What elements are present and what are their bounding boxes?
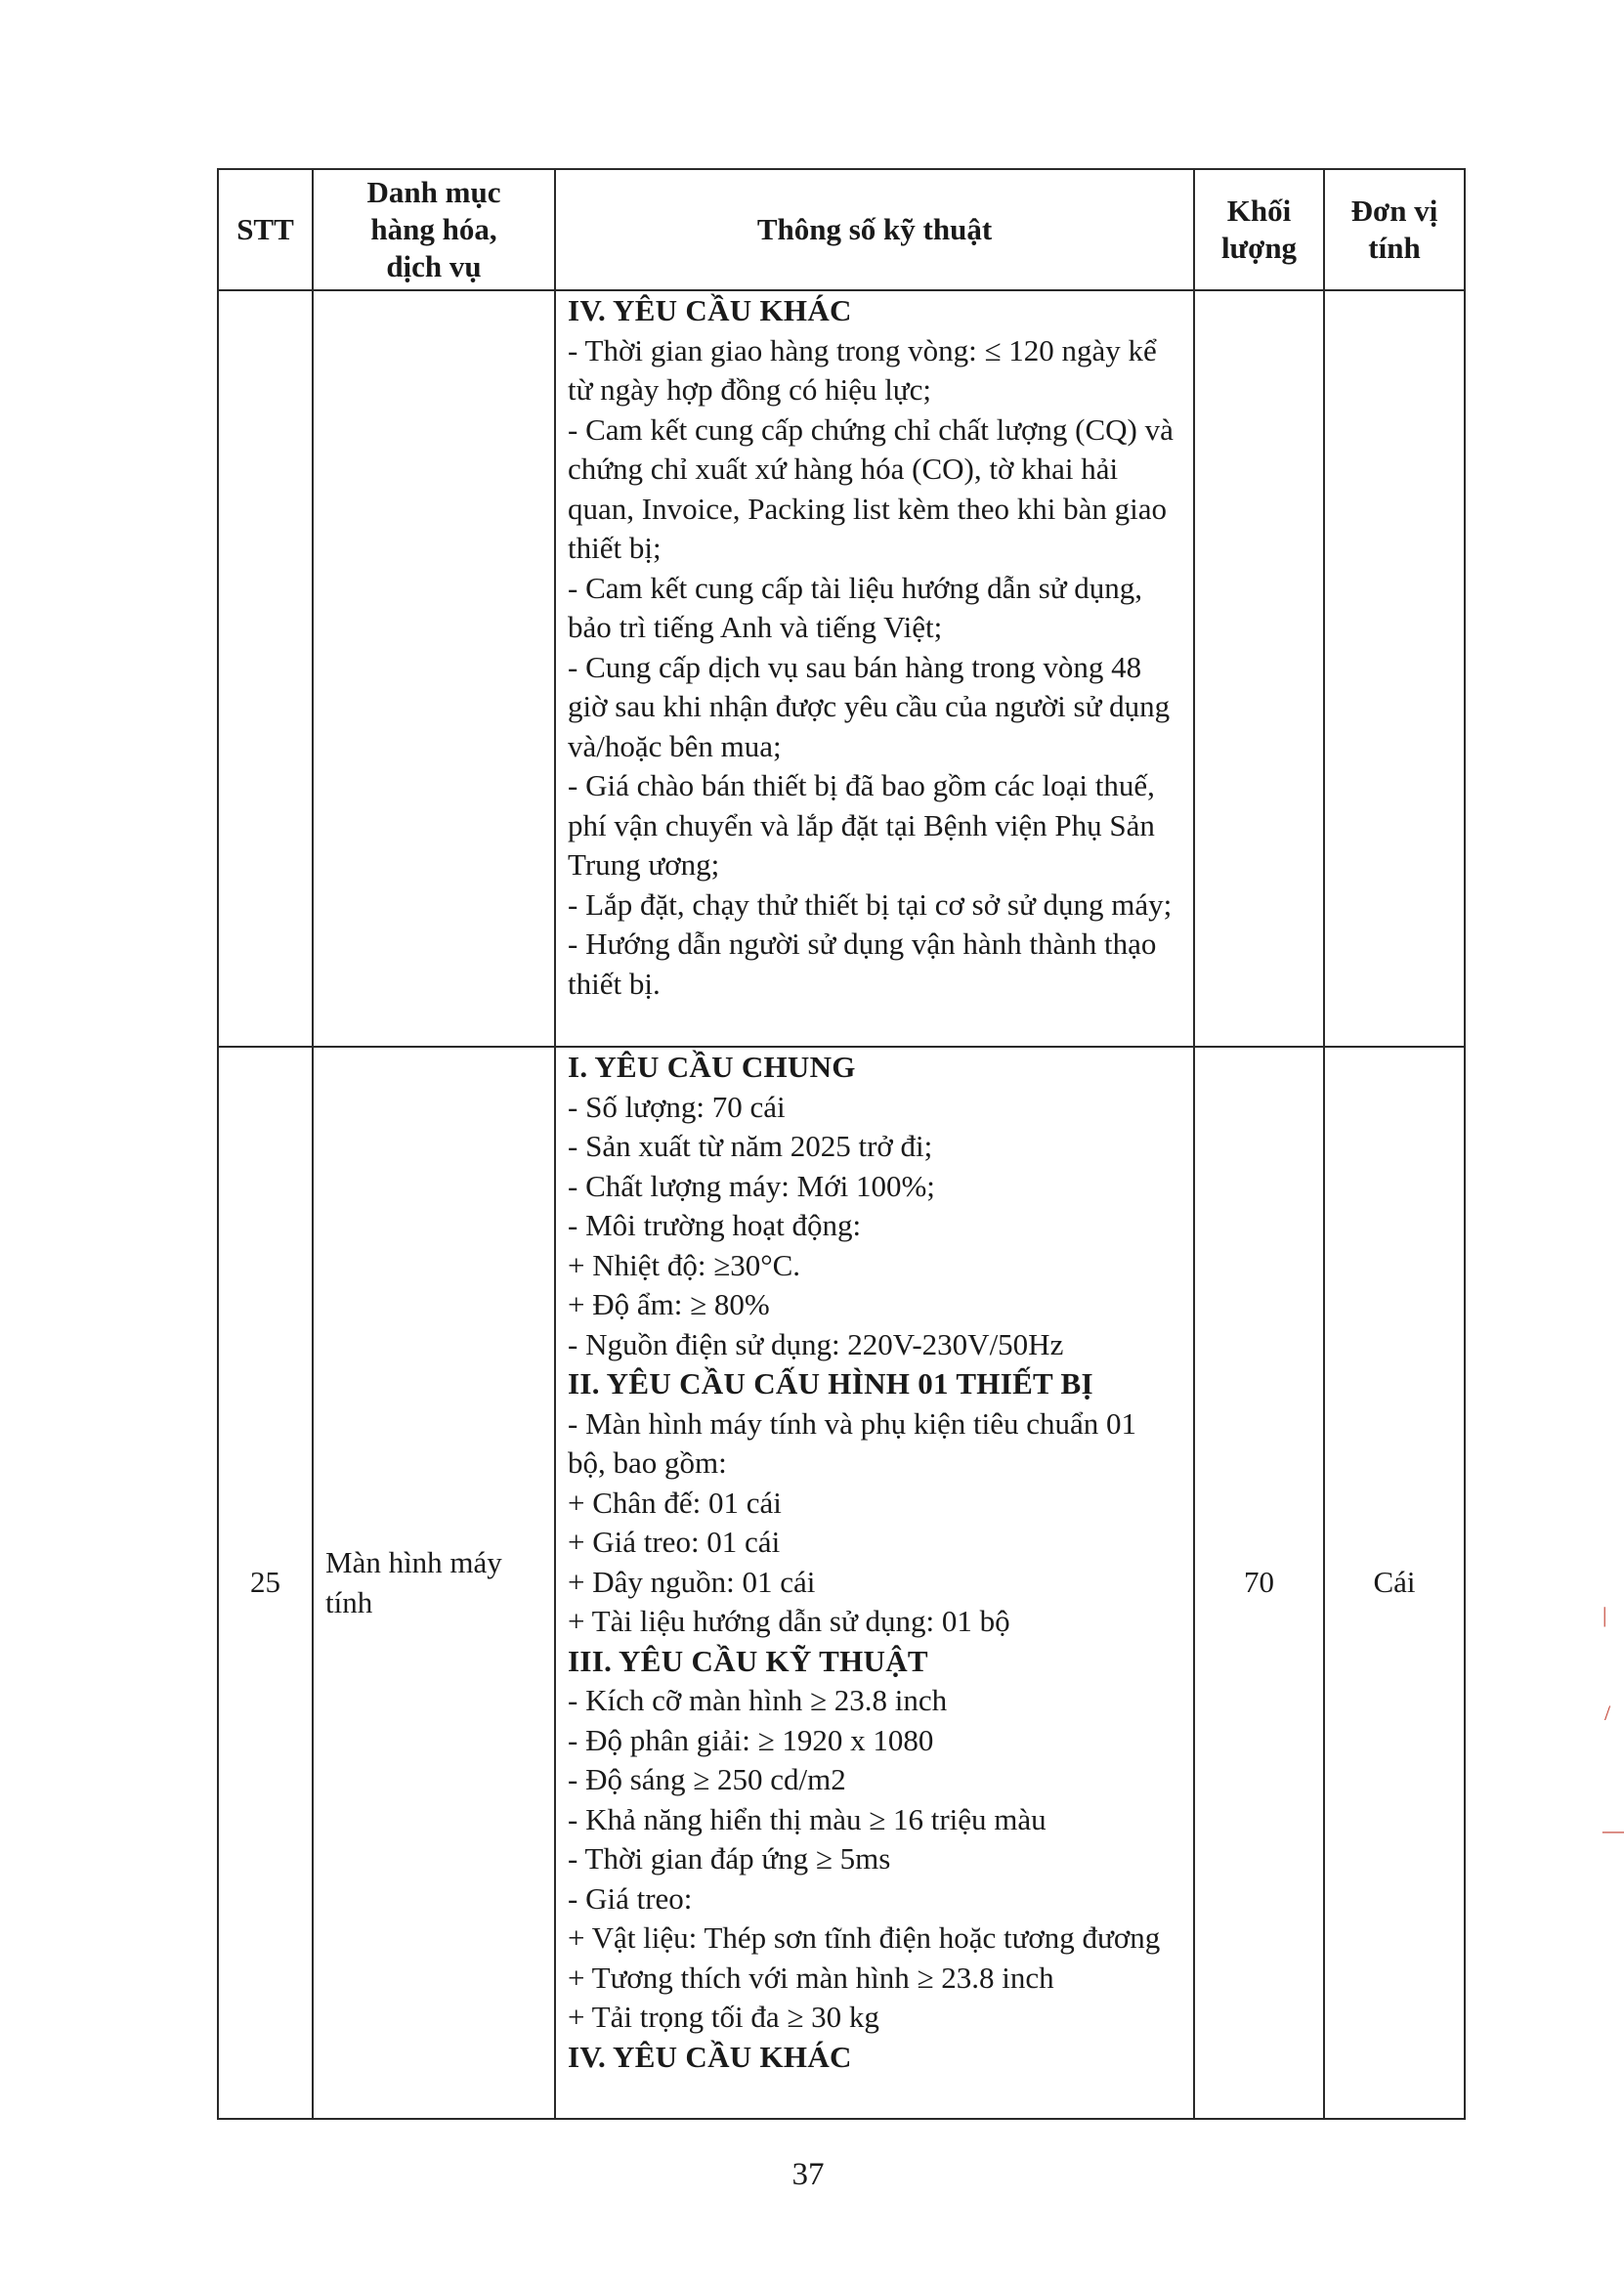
spec-section-heading: I. YÊU CẦU CHUNG <box>568 1050 856 1084</box>
spec-line: - Độ sáng ≥ 250 cd/m2 <box>568 1762 846 1796</box>
spec-line: - Hướng dẫn người sử dụng vận hành thành thạo thiết bị. <box>568 927 1157 1001</box>
spec-line: - Độ phân giải: ≥ 1920 x 1080 <box>568 1722 934 1757</box>
spec-line: + Độ ẩm: ≥ 80% <box>568 1287 770 1321</box>
spec-line: - Cam kết cung cấp tài liệu hướng dẫn sử dụng, bảo trì tiếng Anh và tiếng Việt; <box>568 570 1143 644</box>
header-item-name-line: Danh mục <box>366 175 501 209</box>
header-unit <box>1324 169 1465 290</box>
row-unit: Cái <box>1324 1047 1465 2119</box>
header-item-name-line: hàng hóa, <box>370 212 497 246</box>
spec-line: - Kích cỡ màn hình ≥ 23.8 inch <box>568 1683 948 1717</box>
header-item-name <box>313 169 555 290</box>
row-item-name: Màn hình máy tính <box>313 1047 555 2119</box>
spec-line: - Cung cấp dịch vụ sau bán hàng trong vòng 48 giờ sau khi nhận được yêu cầu của người sử dụng và/hoặc bên mua; <box>568 649 1171 763</box>
stamp-edge-mark: / <box>1604 1701 1611 1725</box>
row-spec <box>555 1047 1194 2119</box>
header-item-name-line: dịch vụ <box>386 249 482 283</box>
spec-section-heading: IV. YÊU CẦU KHÁC <box>568 293 852 327</box>
spec-line: - Thời gian giao hàng trong vòng: ≤ 120 ngày kể từ ngày hợp đồng có hiệu lực; <box>568 332 1157 407</box>
spec-lines <box>568 291 1181 1004</box>
spec-section-heading: II. YÊU CẦU CẤU HÌNH 01 THIẾT BỊ <box>568 1366 1093 1401</box>
spec-line: + Dây nguồn: 01 cái <box>568 1564 816 1599</box>
row-item-name <box>313 290 555 1047</box>
spec-table <box>217 168 1466 2120</box>
spec-section-heading: III. YÊU CẦU KỸ THUẬT <box>568 1643 928 1678</box>
spec-line: - Khả năng hiển thị màu ≥ 16 triệu màu <box>568 1801 1047 1836</box>
header-stt: STT <box>218 169 313 290</box>
row-quantity: 70 <box>1194 1047 1324 2119</box>
header-quantity-line: lượng <box>1220 231 1298 265</box>
spec-lines <box>568 1048 1181 2077</box>
page-number: 37 <box>791 2157 825 2192</box>
spec-line: - Giá treo: <box>568 1880 693 1916</box>
header-spec: Thông số kỹ thuật <box>555 169 1194 290</box>
spec-line: - Sản xuất từ năm 2025 trở đi; <box>568 1129 933 1163</box>
spec-line: + Tài liệu hướng dẫn sử dụng: 01 bộ <box>568 1604 1010 1638</box>
spec-line: + Nhiệt độ: ≥30°C. <box>568 1247 801 1282</box>
header-unit-line: tính <box>1368 231 1421 265</box>
spec-line: - Số lượng: 70 cái <box>568 1089 786 1124</box>
spec-section-heading: IV. YÊU CẦU KHÁC <box>568 2039 852 2074</box>
spec-line: + Tương thích với màn hình ≥ 23.8 inch <box>568 1960 1054 1995</box>
table-header-row <box>218 169 1465 290</box>
spec-line: - Môi trường hoạt động: <box>568 1208 862 1242</box>
spec-line: - Chất lượng máy: Mới 100%; <box>568 1168 935 1203</box>
spec-line: - Màn hình máy tính và phụ kiện tiêu chuẩn 01 bộ, bao gồm: <box>568 1405 1136 1480</box>
spec-line: - Nguồn điện sử dụng: 220V-230V/50Hz <box>568 1326 1064 1361</box>
spec-line: + Tải trọng tối đa ≥ 30 kg <box>568 2000 879 2034</box>
stamp-edge-mark: | <box>1603 1603 1607 1627</box>
spec-line: + Chân đế: 01 cái <box>568 1485 782 1520</box>
spec-line: + Vật liệu: Thép sơn tĩnh điện hoặc tương đương <box>568 1920 1161 1955</box>
row-unit <box>1324 290 1465 1047</box>
spec-line: + Giá treo: 01 cái <box>568 1525 781 1559</box>
row-spec <box>555 290 1194 1047</box>
table-row <box>218 1047 1465 2119</box>
row-stt <box>218 290 313 1047</box>
row-quantity <box>1194 290 1324 1047</box>
header-quantity-line: Khối <box>1226 194 1292 228</box>
spec-line: - Cam kết cung cấp chứng chỉ chất lượng (CQ) và chứng chỉ xuất xứ hàng hóa (CO), tờ khai hải quan, Invoice, Packing list kèm theo khi bàn giao thiết bị; <box>568 411 1174 565</box>
header-unit-line: Đơn vị <box>1350 194 1438 228</box>
spec-line: - Thời gian đáp ứng ≥ 5ms <box>568 1841 891 1875</box>
spec-line: - Giá chào bán thiết bị đã bao gồm các loại thuế, phí vận chuyển và lắp đặt tại Bệnh viện Phụ Sản Trung ương; <box>568 768 1155 882</box>
header-quantity <box>1194 169 1324 290</box>
table-row <box>218 290 1465 1047</box>
spec-line: - Lắp đặt, chạy thử thiết bị tại cơ sở sử dụng máy; <box>568 886 1173 922</box>
stamp-edge-mark: — <box>1603 1818 1624 1842</box>
row-stt: 25 <box>218 1047 313 2119</box>
